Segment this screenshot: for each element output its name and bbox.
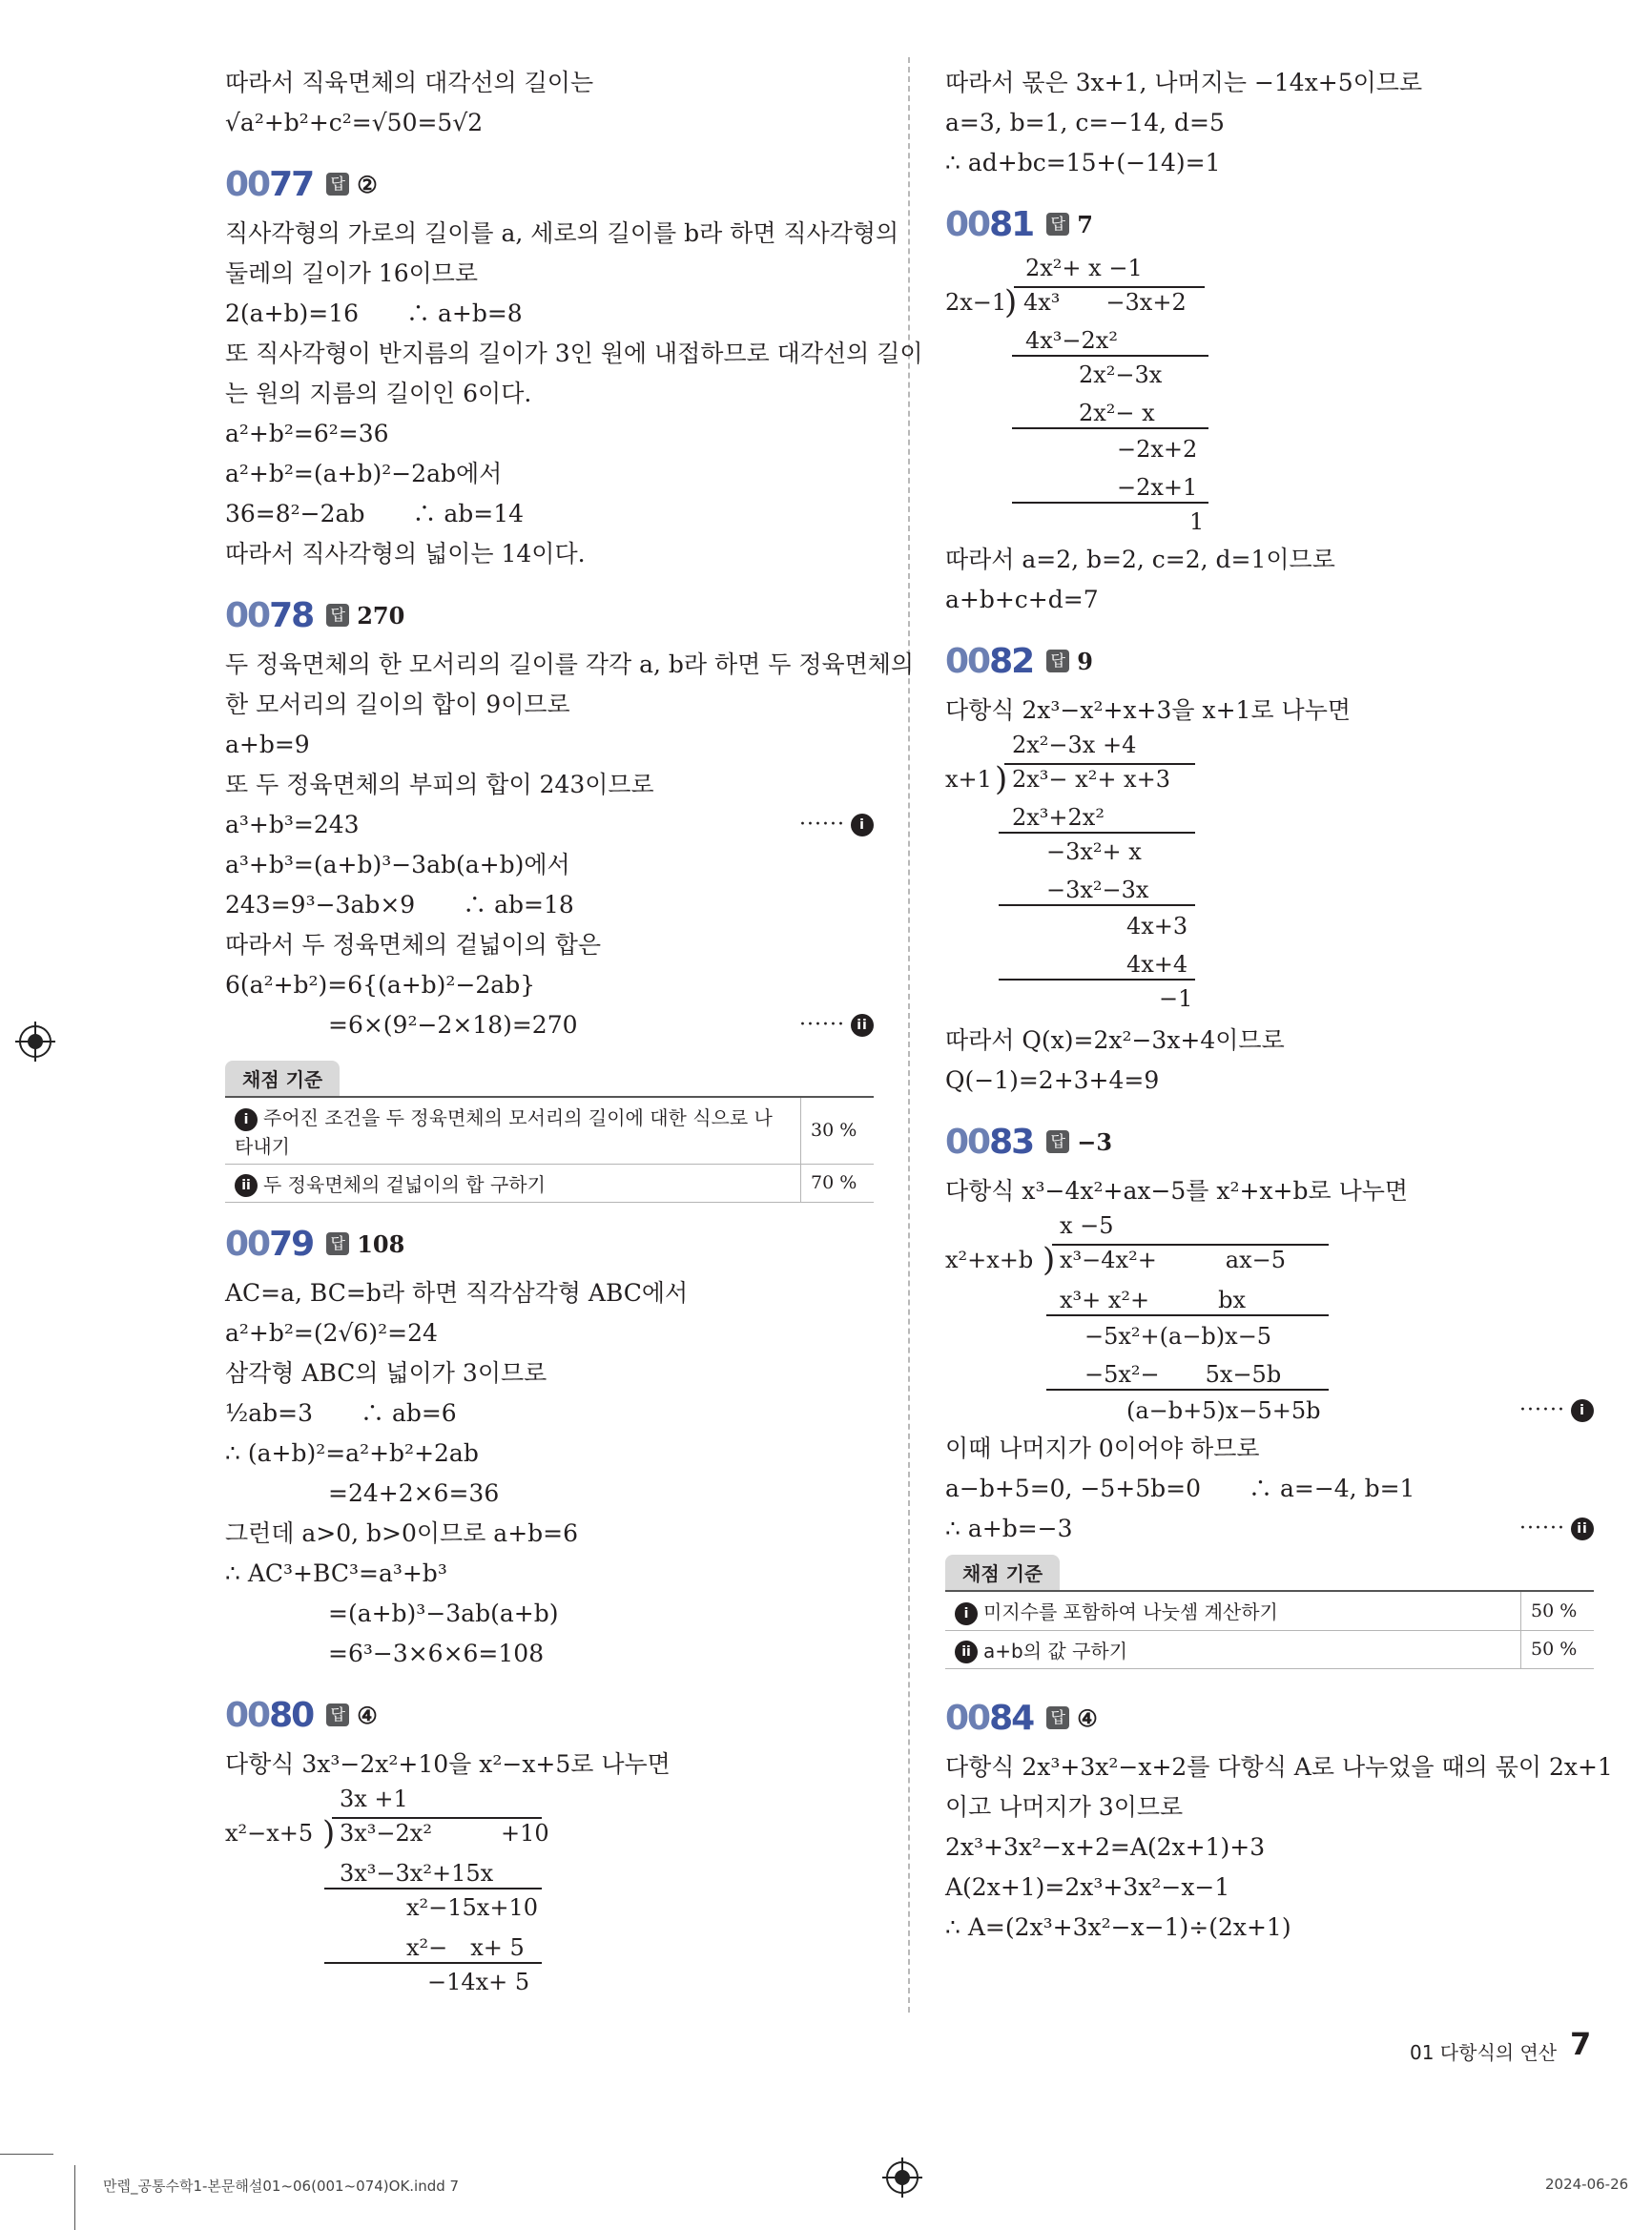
- math-line-marked: [225, 1005, 874, 1045]
- math-line: 2(a+b)=16 ∴ a+b=8: [225, 299, 523, 327]
- page-number: 7: [1570, 2026, 1592, 2062]
- division-rule: [1046, 1389, 1329, 1391]
- answer-badge: 답: [1046, 1130, 1069, 1153]
- math-line: Q(−1)=2+3+4=9: [945, 1066, 1160, 1094]
- division-row: −3x²+ x: [1046, 838, 1142, 865]
- division-row: 4x+4: [1126, 951, 1188, 978]
- problem-number: 0083: [945, 1122, 1034, 1162]
- math-text: =6×(9²−2×18)=270: [328, 1011, 578, 1039]
- math-line: =24+2×6=36: [328, 1479, 500, 1507]
- problem-number: 0081: [945, 204, 1034, 244]
- dividend: 3x³−2x² +10: [340, 1820, 549, 1847]
- answer-value: ④: [1077, 1703, 1098, 1732]
- math-line: a³+b³=(a+b)³−3ab(a+b)에서: [225, 851, 570, 878]
- divisor: x²−x+5: [225, 1820, 314, 1847]
- long-division: [945, 1211, 1594, 1424]
- criterion-percent: 50 %: [1521, 1591, 1595, 1630]
- step-marker: ······ i: [1519, 1396, 1594, 1425]
- math-line: ∴ ad+bc=15+(−14)=1: [945, 149, 1221, 176]
- text-line: 다항식 x³−4x²+ax−5를 x²+x+b로 나누면: [945, 1177, 1409, 1205]
- long-division: [225, 1785, 874, 1995]
- step-ii-icon: ii: [1571, 1518, 1594, 1540]
- text-line: 다항식 2x³−x²+x+3을 x+1로 나누면: [945, 696, 1351, 724]
- problem-number: 0078: [225, 595, 314, 635]
- problem-header-0080: [225, 1691, 874, 1739]
- step-i-icon: i: [1571, 1399, 1594, 1422]
- criterion: [225, 1097, 801, 1164]
- math-line: a²+b²=(2√6)²=24: [225, 1319, 438, 1347]
- answer-value: 108: [357, 1229, 405, 1258]
- table-row: [225, 1097, 874, 1164]
- text-line: 다항식 3x³−2x²+10을 x²−x+5로 나누면: [225, 1750, 671, 1778]
- answer-badge: 답: [1046, 650, 1069, 672]
- text-line: 또 두 정육면체의 부피의 합이 243이므로: [225, 771, 654, 798]
- step-i-icon: i: [955, 1602, 978, 1625]
- grading-criteria-title: 채점 기준: [225, 1061, 340, 1096]
- math-line: 따라서 Q(x)=2x²−3x+4이므로: [945, 1026, 1285, 1054]
- problem-number: 0080: [225, 1695, 314, 1735]
- answer-value: 9: [1077, 647, 1093, 675]
- table-row: [945, 1630, 1594, 1669]
- math-line: a−b+5=0, −5+5b=0 ∴ a=−4, b=1: [945, 1475, 1415, 1502]
- problem-number: 0077: [225, 164, 314, 204]
- math-line-marked: [225, 805, 874, 845]
- division-rule: [324, 1962, 542, 1964]
- answer-badge: 답: [1046, 1706, 1069, 1729]
- division-rule: [1012, 427, 1208, 429]
- dividend: 2x³− x²+ x+3: [1012, 766, 1170, 793]
- table-row: [225, 1164, 874, 1203]
- grading-table: [225, 1096, 874, 1203]
- quotient: 3x +1: [340, 1786, 408, 1812]
- problem-number: 0084: [945, 1698, 1034, 1738]
- text-line: 따라서 직사각형의 넓이는 14이다.: [225, 540, 586, 568]
- problem-header-0083: [945, 1118, 1594, 1166]
- criterion-text: a+b의 값 구하기: [983, 1639, 1128, 1662]
- text-line: 그런데 a>0, b>0이므로 a+b=6: [225, 1519, 579, 1547]
- division-bracket: ): [1043, 1241, 1056, 1279]
- math-line: ∴ (a+b)²=a²+b²+2ab: [225, 1439, 479, 1467]
- answer-value: ②: [357, 170, 378, 198]
- text-line: 따라서 a=2, b=2, c=2, d=1이므로: [945, 546, 1335, 573]
- division-rule: [999, 832, 1195, 834]
- math-line: a+b=9: [225, 731, 310, 758]
- answer-value: ④: [357, 1701, 378, 1729]
- text-line: 따라서 두 정육면체의 겉넓이의 합은: [225, 931, 602, 959]
- step-ii-icon: ii: [235, 1174, 258, 1197]
- text-line: 이때 나머지가 0이어야 하므로: [945, 1435, 1260, 1462]
- step-i-icon: i: [235, 1108, 258, 1131]
- grading-table: [945, 1590, 1594, 1669]
- math-line: a²+b²=6²=36: [225, 420, 389, 447]
- answer-badge: 답: [326, 173, 349, 196]
- answer-badge: 답: [1046, 213, 1069, 236]
- text-line: 따라서 직육면체의 대각선의 길이는: [225, 69, 594, 96]
- step-i-icon: i: [851, 814, 874, 836]
- math-line: 6(a²+b²)=6{(a+b)²−2ab}: [225, 971, 536, 999]
- math-line: ∴ A=(2x³+3x²−x−1)÷(2x+1): [945, 1913, 1291, 1941]
- division-row: −5x²+(a−b)x−5: [1084, 1323, 1272, 1350]
- crop-mark: [0, 2154, 53, 2155]
- division-row: −3x²−3x: [1046, 877, 1149, 903]
- math-line: a²+b²=(a+b)²−2ab에서: [225, 460, 503, 487]
- left-column: [225, 63, 923, 1995]
- divisor: x²+x+b: [945, 1247, 1034, 1273]
- math-line: a+b+c+d=7: [945, 586, 1099, 613]
- division-rule: [1046, 1314, 1329, 1316]
- problem-header-0082: [945, 637, 1594, 685]
- division-rule: [1012, 355, 1208, 357]
- math-text: ∴ a+b=−3: [945, 1515, 1073, 1542]
- grading-criteria: [225, 1061, 874, 1203]
- step-marker: ······ ii: [799, 1005, 874, 1045]
- answer-badge: 답: [326, 604, 349, 627]
- criterion: [945, 1630, 1521, 1669]
- problem-number: 0082: [945, 641, 1034, 681]
- division-row: −2x+1: [1117, 474, 1198, 501]
- text-line: 두 정육면체의 한 모서리의 길이를 각각 a, b라 하면 두 정육면체의: [225, 650, 915, 678]
- text-line: 또 직사각형이 반지름의 길이가 3인 원에 내접하므로 대각선의 길이: [225, 340, 923, 367]
- math-line: 36=8²−2ab ∴ ab=14: [225, 500, 525, 527]
- criterion: [945, 1591, 1521, 1630]
- math-line-marked: [945, 1509, 1594, 1549]
- math-line: ½ab=3 ∴ ab=6: [225, 1399, 457, 1427]
- quotient: 2x²+ x −1: [1025, 255, 1143, 281]
- step-marker: ······ i: [799, 805, 874, 845]
- grading-criteria: [945, 1555, 1594, 1669]
- math-line: AC=a, BC=b라 하면 직각삼각형 ABC에서: [225, 1279, 689, 1307]
- division-remainder: −1: [1159, 985, 1193, 1012]
- division-row: 4x+3: [1126, 913, 1188, 939]
- text-line: 따라서 몫은 3x+1, 나머지는 −14x+5이므로: [945, 69, 1423, 96]
- criterion-percent: 70 %: [801, 1164, 875, 1203]
- step-ii-icon: ii: [851, 1014, 874, 1037]
- text-line: 직사각형의 가로의 길이를 a, 세로의 길이를 b라 하면 직사각형의: [225, 219, 899, 247]
- problem-header-0078: [225, 591, 874, 639]
- problem-header-0077: [225, 160, 874, 208]
- division-remainder: (a−b+5)x−5+5b: [1126, 1397, 1321, 1424]
- answer-value: 270: [357, 601, 405, 630]
- division-row: 2x²−3x: [1079, 361, 1163, 388]
- math-line: =6³−3×6×6=108: [328, 1640, 545, 1667]
- math-line: =(a+b)³−3ab(a+b): [328, 1600, 559, 1627]
- problem-header-0084: [945, 1694, 1594, 1742]
- criterion-text: 두 정육면체의 겉넓이의 합 구하기: [263, 1172, 546, 1196]
- dividend: x³−4x²+ ax−5: [1060, 1247, 1287, 1273]
- crop-mark: [74, 2165, 75, 2230]
- long-division: [945, 254, 1594, 540]
- quotient: 2x²−3x +4: [1012, 732, 1137, 758]
- division-row: −5x²− 5x−5b: [1084, 1361, 1282, 1388]
- quotient: x −5: [1060, 1212, 1114, 1239]
- criterion: [225, 1164, 801, 1203]
- division-rule: [999, 979, 1195, 981]
- math-line: 2x³+3x²−x+2=A(2x+1)+3: [945, 1833, 1266, 1861]
- text-line: 삼각형 ABC의 넓이가 3이므로: [225, 1359, 547, 1387]
- math-text: a³+b³=243: [225, 811, 360, 838]
- text-line: 둘레의 길이가 16이므로: [225, 259, 479, 287]
- division-remainder: −14x+ 5: [427, 1969, 530, 1995]
- print-date: 2024-06-26: [1545, 2176, 1629, 2193]
- step-marker: ······ ii: [1519, 1509, 1594, 1549]
- divisor: x+1: [945, 766, 992, 793]
- division-row: 4x³−2x²: [1025, 327, 1118, 354]
- division-rule: [1012, 502, 1208, 504]
- division-bracket: ): [995, 760, 1008, 798]
- problem-header-0079: [225, 1220, 874, 1268]
- chapter-title: 01 다항식의 연산: [1410, 2041, 1558, 2064]
- criterion-text: 주어진 조건을 두 정육면체의 모서리의 길이에 대한 식으로 나타내기: [235, 1106, 773, 1158]
- registration-mark-icon: [886, 2161, 919, 2194]
- table-row: [945, 1591, 1594, 1630]
- problem-header-0081: [945, 200, 1594, 248]
- division-row: x²−15x+10: [406, 1894, 538, 1921]
- dividend: 4x³ −3x+2: [1023, 289, 1187, 316]
- math-line: a=3, b=1, c=−14, d=5: [945, 109, 1225, 136]
- division-rule: [999, 904, 1195, 906]
- divisor: 2x−1: [945, 289, 1007, 316]
- text-line: 다항식 2x³+3x²−x+2를 다항식 A로 나누었을 때의 몫이 2x+1: [945, 1753, 1613, 1781]
- division-bracket: ): [1004, 283, 1018, 321]
- division-row: −2x+2: [1117, 436, 1198, 463]
- answer-badge: 답: [326, 1703, 349, 1726]
- registration-mark-icon: [19, 1025, 52, 1058]
- answer-badge: 답: [326, 1232, 349, 1255]
- text-line: 는 원의 지름의 길이인 6이다.: [225, 380, 532, 407]
- criterion-percent: 30 %: [801, 1097, 875, 1164]
- criterion-text: 미지수를 포함하여 나눗셈 계산하기: [983, 1600, 1278, 1623]
- problem-number: 0079: [225, 1224, 314, 1264]
- division-row: x³+ x²+ bx: [1060, 1287, 1247, 1313]
- division-remainder: 1: [1189, 508, 1205, 535]
- division-bracket: ): [322, 1814, 336, 1852]
- criterion-percent: 50 %: [1521, 1630, 1595, 1669]
- division-row: 2x³+2x²: [1012, 804, 1105, 831]
- division-row: x²− x+ 5: [406, 1934, 525, 1961]
- answer-value: 7: [1077, 210, 1093, 238]
- math-line: ∴ AC³+BC³=a³+b³: [225, 1559, 447, 1587]
- print-file-name: 만렙_공통수학1-본문해설01~06(001~074)OK.indd 7: [103, 2178, 460, 2195]
- grading-criteria-title: 채점 기준: [945, 1555, 1060, 1590]
- long-division: [945, 731, 1594, 1021]
- division-rule: [324, 1888, 542, 1889]
- division-row: 2x²− x: [1079, 400, 1155, 426]
- step-ii-icon: ii: [955, 1641, 978, 1663]
- answer-value: −3: [1077, 1127, 1113, 1156]
- text-line: 한 모서리의 길이의 합이 9이므로: [225, 691, 570, 718]
- text-line: 이고 나머지가 3이므로: [945, 1793, 1184, 1821]
- math-line: 243=9³−3ab×9 ∴ ab=18: [225, 891, 574, 919]
- math-line: √a²+b²+c²=√50=5√2: [225, 109, 484, 136]
- math-line: A(2x+1)=2x³+3x²−x−1: [945, 1873, 1230, 1901]
- division-row: 3x³−3x²+15x: [340, 1860, 494, 1887]
- right-column: [945, 63, 1613, 1948]
